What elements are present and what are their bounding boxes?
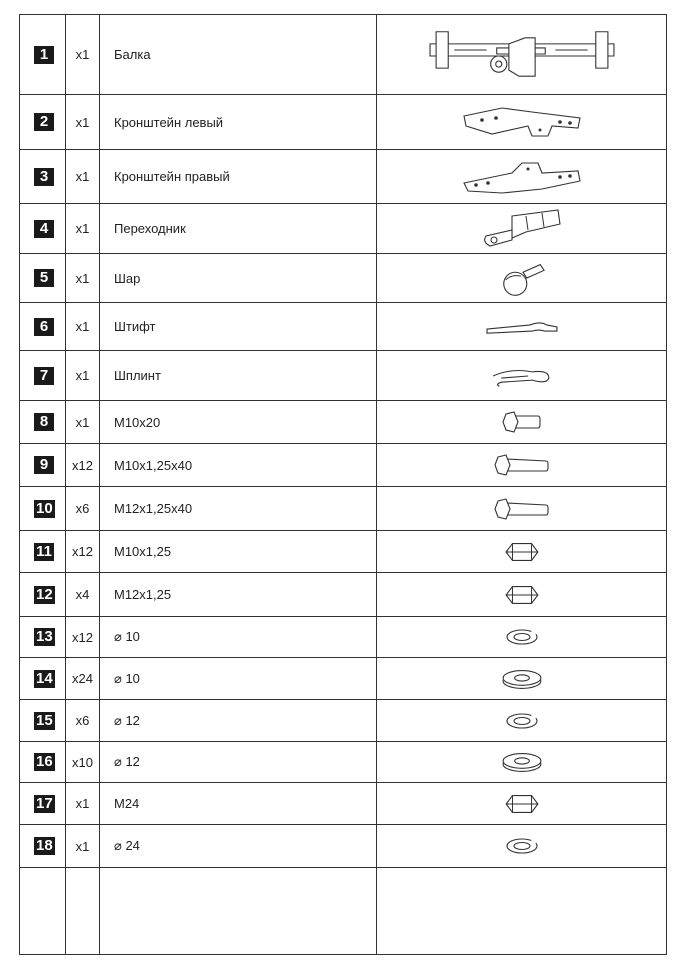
part-name: Кронштейн правый [114, 169, 230, 184]
quantity: x12 [72, 457, 93, 473]
part-number-cell [20, 783, 66, 825]
part-image-cell [377, 825, 667, 868]
part-name: ⌀ 10 [114, 629, 140, 644]
part-name: Переходник [114, 221, 186, 236]
part-row [20, 487, 667, 531]
part-image-cell [377, 617, 667, 658]
part-image-cell [377, 254, 667, 303]
spring-washer-icon [504, 711, 540, 731]
part-number-badge: 5 [34, 269, 54, 287]
part-number-badge: 7 [34, 367, 54, 385]
bracket-right-icon [460, 159, 584, 195]
part-row [20, 825, 667, 868]
part-name-cell [100, 254, 377, 303]
part-name: M10x1,25 [114, 544, 172, 559]
part-number-cell [20, 658, 66, 700]
quantity: x1 [75, 368, 90, 383]
parts-table-body [20, 15, 667, 955]
part-image-cell [377, 742, 667, 783]
part-name: M12x1,25 [114, 587, 172, 602]
quantity: x6 [75, 713, 90, 728]
part-row [20, 658, 667, 700]
part-image-cell [377, 783, 667, 825]
quantity: x4 [75, 587, 90, 602]
bolt-long-icon [494, 453, 550, 477]
part-name-cell [100, 95, 377, 150]
quantity: x1 [75, 169, 90, 184]
part-name-cell [100, 868, 377, 955]
bolt-short-icon [502, 410, 542, 434]
part-number-badge: 4 [34, 220, 54, 238]
part-row [20, 150, 667, 204]
quantity: x1 [75, 221, 90, 236]
part-name-cell [100, 573, 377, 617]
part-number-badge: 2 [34, 113, 54, 131]
part-row [20, 573, 667, 617]
nut-icon [504, 582, 540, 608]
quantity-cell [66, 531, 100, 573]
part-row [20, 700, 667, 742]
part-row [20, 868, 667, 955]
quantity-cell [66, 487, 100, 531]
quantity-cell [66, 700, 100, 742]
quantity: x24 [72, 671, 93, 686]
part-image-cell [377, 487, 667, 531]
part-name: M12x1,25x40 [114, 501, 193, 516]
quantity-cell [66, 658, 100, 700]
part-number-cell [20, 254, 66, 303]
part-number-cell [20, 487, 66, 531]
quantity-cell [66, 868, 100, 955]
part-image-cell [377, 573, 667, 617]
part-image-cell [377, 150, 667, 204]
quantity-cell [66, 15, 100, 95]
nut-icon [504, 791, 540, 817]
part-name: ⌀ 12 [114, 712, 140, 728]
part-name-cell [100, 401, 377, 444]
adapter-icon [482, 208, 562, 250]
part-image-cell [377, 303, 667, 351]
part-number-cell [20, 15, 66, 95]
part-number-cell [20, 573, 66, 617]
part-number-badge: 10 [36, 499, 53, 517]
part-name-cell [100, 351, 377, 401]
nut-icon [504, 539, 540, 565]
part-name-cell [100, 487, 377, 531]
quantity: x12 [72, 629, 93, 645]
part-name-cell [100, 303, 377, 351]
part-number-badge: 15 [36, 711, 53, 729]
part-name-cell [100, 658, 377, 700]
part-number-badge: 6 [34, 318, 54, 336]
part-image-cell [377, 700, 667, 742]
part-name-cell [100, 617, 377, 658]
tow-ball-icon [498, 258, 546, 298]
part-name-cell [100, 204, 377, 254]
part-image-cell [377, 95, 667, 150]
quantity-cell [66, 351, 100, 401]
bolt-long-icon [494, 497, 550, 521]
part-number-cell [20, 95, 66, 150]
part-number-cell [20, 401, 66, 444]
part-name-cell [100, 150, 377, 204]
quantity: x12 [72, 544, 93, 559]
quantity: x6 [75, 501, 90, 516]
part-name-cell [100, 742, 377, 783]
quantity: x1 [75, 838, 90, 854]
quantity-cell [66, 401, 100, 444]
cotter-pin-icon [491, 363, 553, 389]
quantity-cell [66, 150, 100, 204]
part-number-cell [20, 617, 66, 658]
part-number-cell [20, 825, 66, 868]
quantity-cell [66, 95, 100, 150]
part-number-badge: 3 [34, 168, 54, 186]
part-image-cell [377, 658, 667, 700]
part-image-cell [377, 401, 667, 444]
part-name: Кронштейн левый [114, 114, 224, 130]
tow-bar-beam-icon [426, 24, 618, 86]
part-row [20, 531, 667, 573]
quantity: x1 [75, 319, 90, 334]
quantity-cell [66, 783, 100, 825]
part-name: Шар [114, 270, 141, 286]
part-number-cell [20, 531, 66, 573]
part-number-cell [20, 150, 66, 204]
quantity-cell [66, 573, 100, 617]
part-name-cell [100, 444, 377, 487]
part-row [20, 783, 667, 825]
part-number-badge: 17 [36, 794, 53, 812]
part-row [20, 303, 667, 351]
part-row [20, 15, 667, 95]
part-name: Штифт [114, 319, 156, 334]
quantity: x1 [75, 414, 90, 430]
pin-icon [485, 318, 559, 336]
part-row [20, 95, 667, 150]
quantity-cell [66, 303, 100, 351]
part-row [20, 401, 667, 444]
part-number-badge: 8 [34, 413, 54, 431]
part-number-badge: 1 [34, 46, 54, 64]
part-name: M10x20 [114, 414, 161, 430]
part-number-cell [20, 303, 66, 351]
part-row [20, 254, 667, 303]
quantity: x1 [75, 796, 90, 811]
part-name: Балка [114, 47, 151, 62]
part-name: M10x1,25x40 [114, 457, 193, 473]
part-number-badge: 16 [36, 753, 53, 770]
part-name-cell [100, 700, 377, 742]
part-name: ⌀ 10 [114, 670, 140, 686]
quantity: x1 [75, 270, 90, 286]
part-image-cell [377, 868, 667, 955]
part-name-cell [100, 531, 377, 573]
part-image-cell [377, 15, 667, 95]
part-row [20, 204, 667, 254]
quantity-cell [66, 444, 100, 487]
quantity-cell [66, 825, 100, 868]
part-name: ⌀ 24 [114, 838, 140, 853]
quantity: x10 [72, 754, 93, 770]
part-row [20, 444, 667, 487]
part-name: Шплинт [114, 368, 161, 383]
part-name-cell [100, 783, 377, 825]
part-image-cell [377, 531, 667, 573]
quantity-cell [66, 742, 100, 783]
part-number-cell [20, 351, 66, 401]
part-number-badge: 11 [34, 543, 54, 561]
part-number-badge: 9 [34, 456, 54, 474]
part-number-cell [20, 742, 66, 783]
part-number-cell [20, 700, 66, 742]
flat-washer-icon [501, 750, 543, 774]
spring-washer-icon [504, 627, 540, 647]
part-name-cell [100, 15, 377, 95]
quantity-cell [66, 254, 100, 303]
part-name: M24 [114, 796, 140, 811]
flat-washer-icon [501, 667, 543, 691]
part-number-badge: 13 [36, 628, 53, 645]
parts-table [19, 14, 667, 955]
part-name-cell [100, 825, 377, 868]
part-row [20, 742, 667, 783]
part-row [20, 617, 667, 658]
spring-washer-icon [504, 836, 540, 856]
bracket-left-icon [460, 104, 584, 140]
part-number-badge: 18 [36, 837, 53, 854]
part-number-cell [20, 444, 66, 487]
part-number-cell [20, 868, 66, 955]
part-number-badge: 14 [36, 669, 53, 687]
part-number-cell [20, 204, 66, 254]
part-name: ⌀ 12 [114, 754, 140, 769]
part-number-badge: 12 [36, 585, 53, 603]
part-image-cell [377, 351, 667, 401]
quantity-cell [66, 204, 100, 254]
part-image-cell [377, 444, 667, 487]
quantity-cell [66, 617, 100, 658]
part-image-cell [377, 204, 667, 254]
quantity: x1 [75, 47, 90, 62]
quantity: x1 [75, 114, 90, 130]
part-row [20, 351, 667, 401]
